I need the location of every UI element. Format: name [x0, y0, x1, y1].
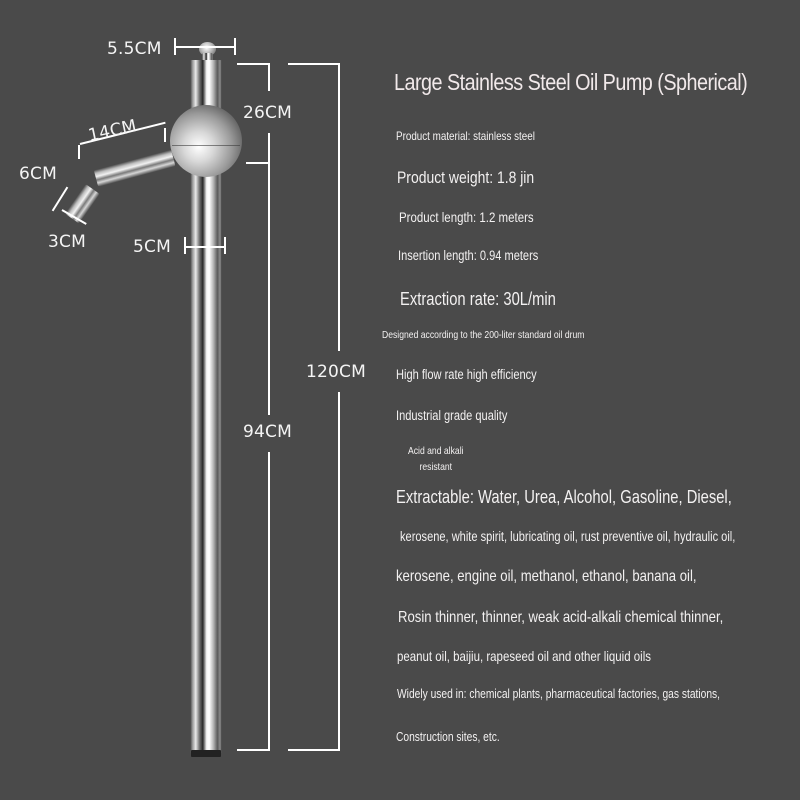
dim-head-line-upper — [268, 63, 270, 91]
dim-total-top-tick — [288, 63, 340, 65]
dim-spout-label: 14CM — [86, 116, 139, 146]
pump-spout — [94, 150, 176, 187]
pump-ball — [170, 105, 242, 177]
spec-extractable-5: peanut oil, baijiu, rapeseed oil and other liquid oils — [397, 648, 652, 664]
spec-usage-1: Widely used in: chemical plants, pharmaceutical factories, gas stations, — [397, 687, 721, 701]
dim-tube-diameter-label: 5CM — [133, 237, 171, 257]
dim-insertion-line-upper — [268, 133, 270, 415]
dim-top-width-tick-left — [174, 38, 176, 55]
pump-tube-end — [191, 750, 221, 757]
spec-design: Designed according to the 200-liter standard oil drum — [382, 329, 585, 341]
dim-total-line-lower — [338, 392, 340, 750]
dim-nozzle-length-line — [52, 187, 69, 212]
spec-extractable-3: kerosene, engine oil, methanol, ethanol, banana oil, — [396, 568, 697, 585]
dim-top-width-label: 5.5CM — [107, 39, 162, 59]
dim-insertion-line-lower — [268, 452, 270, 750]
dim-nozzle-length-label: 6CM — [19, 164, 57, 184]
dim-total-line-upper — [338, 63, 340, 351]
pump-ball-seam — [172, 145, 240, 146]
spec-resistance-line1: Acid and alkali — [408, 445, 464, 457]
spec-resistance — [408, 443, 464, 475]
dim-head-top-tick — [237, 63, 270, 65]
spec-flow: High flow rate high efficiency — [396, 367, 537, 382]
spec-extractable-1: Extractable: Water, Urea, Alcohol, Gasoline, Diesel, — [396, 487, 732, 507]
dim-tube-diameter-line — [184, 246, 226, 248]
spec-material: Product material: stainless steel — [396, 129, 535, 143]
pump-nozzle — [65, 184, 100, 223]
spec-insertion: Insertion length: 0.94 meters — [398, 248, 539, 263]
dim-insertion-bottom-tick — [237, 749, 270, 751]
spec-extractable-4: Rosin thinner, thinner, weak acid-alkali chemical thinner, — [398, 609, 724, 626]
spec-extractable-2: kerosene, white spirit, lubricating oil, rust preventive oil, hydraulic oil, — [400, 529, 736, 544]
dim-spout-tick-right — [164, 128, 166, 142]
dim-total-label: 120CM — [306, 362, 366, 382]
dim-tube-diameter-tick-left — [184, 237, 186, 254]
spec-resistance-line2: resistant — [419, 461, 453, 473]
spec-length: Product length: 1.2 meters — [399, 209, 534, 225]
dim-tube-diameter-tick-right — [224, 237, 226, 254]
dim-head-label: 26CM — [243, 103, 292, 123]
spec-quality: Industrial grade quality — [396, 408, 508, 423]
spec-usage-2: Construction sites, etc. — [396, 730, 500, 744]
pump-main-tube — [190, 168, 222, 753]
dim-head-bottom-tick — [246, 162, 270, 164]
dim-top-width-line — [175, 46, 235, 48]
dim-top-width-tick-right — [234, 38, 236, 55]
spec-extraction-rate: Extraction rate: 30L/min — [400, 289, 556, 309]
dim-nozzle-diameter-label: 3CM — [48, 232, 86, 252]
spec-weight: Product weight: 1.8 jin — [397, 168, 535, 187]
dim-spout-tick-left — [78, 145, 80, 159]
dim-total-bottom-tick — [288, 749, 340, 751]
dim-insertion-label: 94CM — [243, 422, 292, 442]
product-title: Large Stainless Steel Oil Pump (Spherical) — [394, 69, 748, 95]
